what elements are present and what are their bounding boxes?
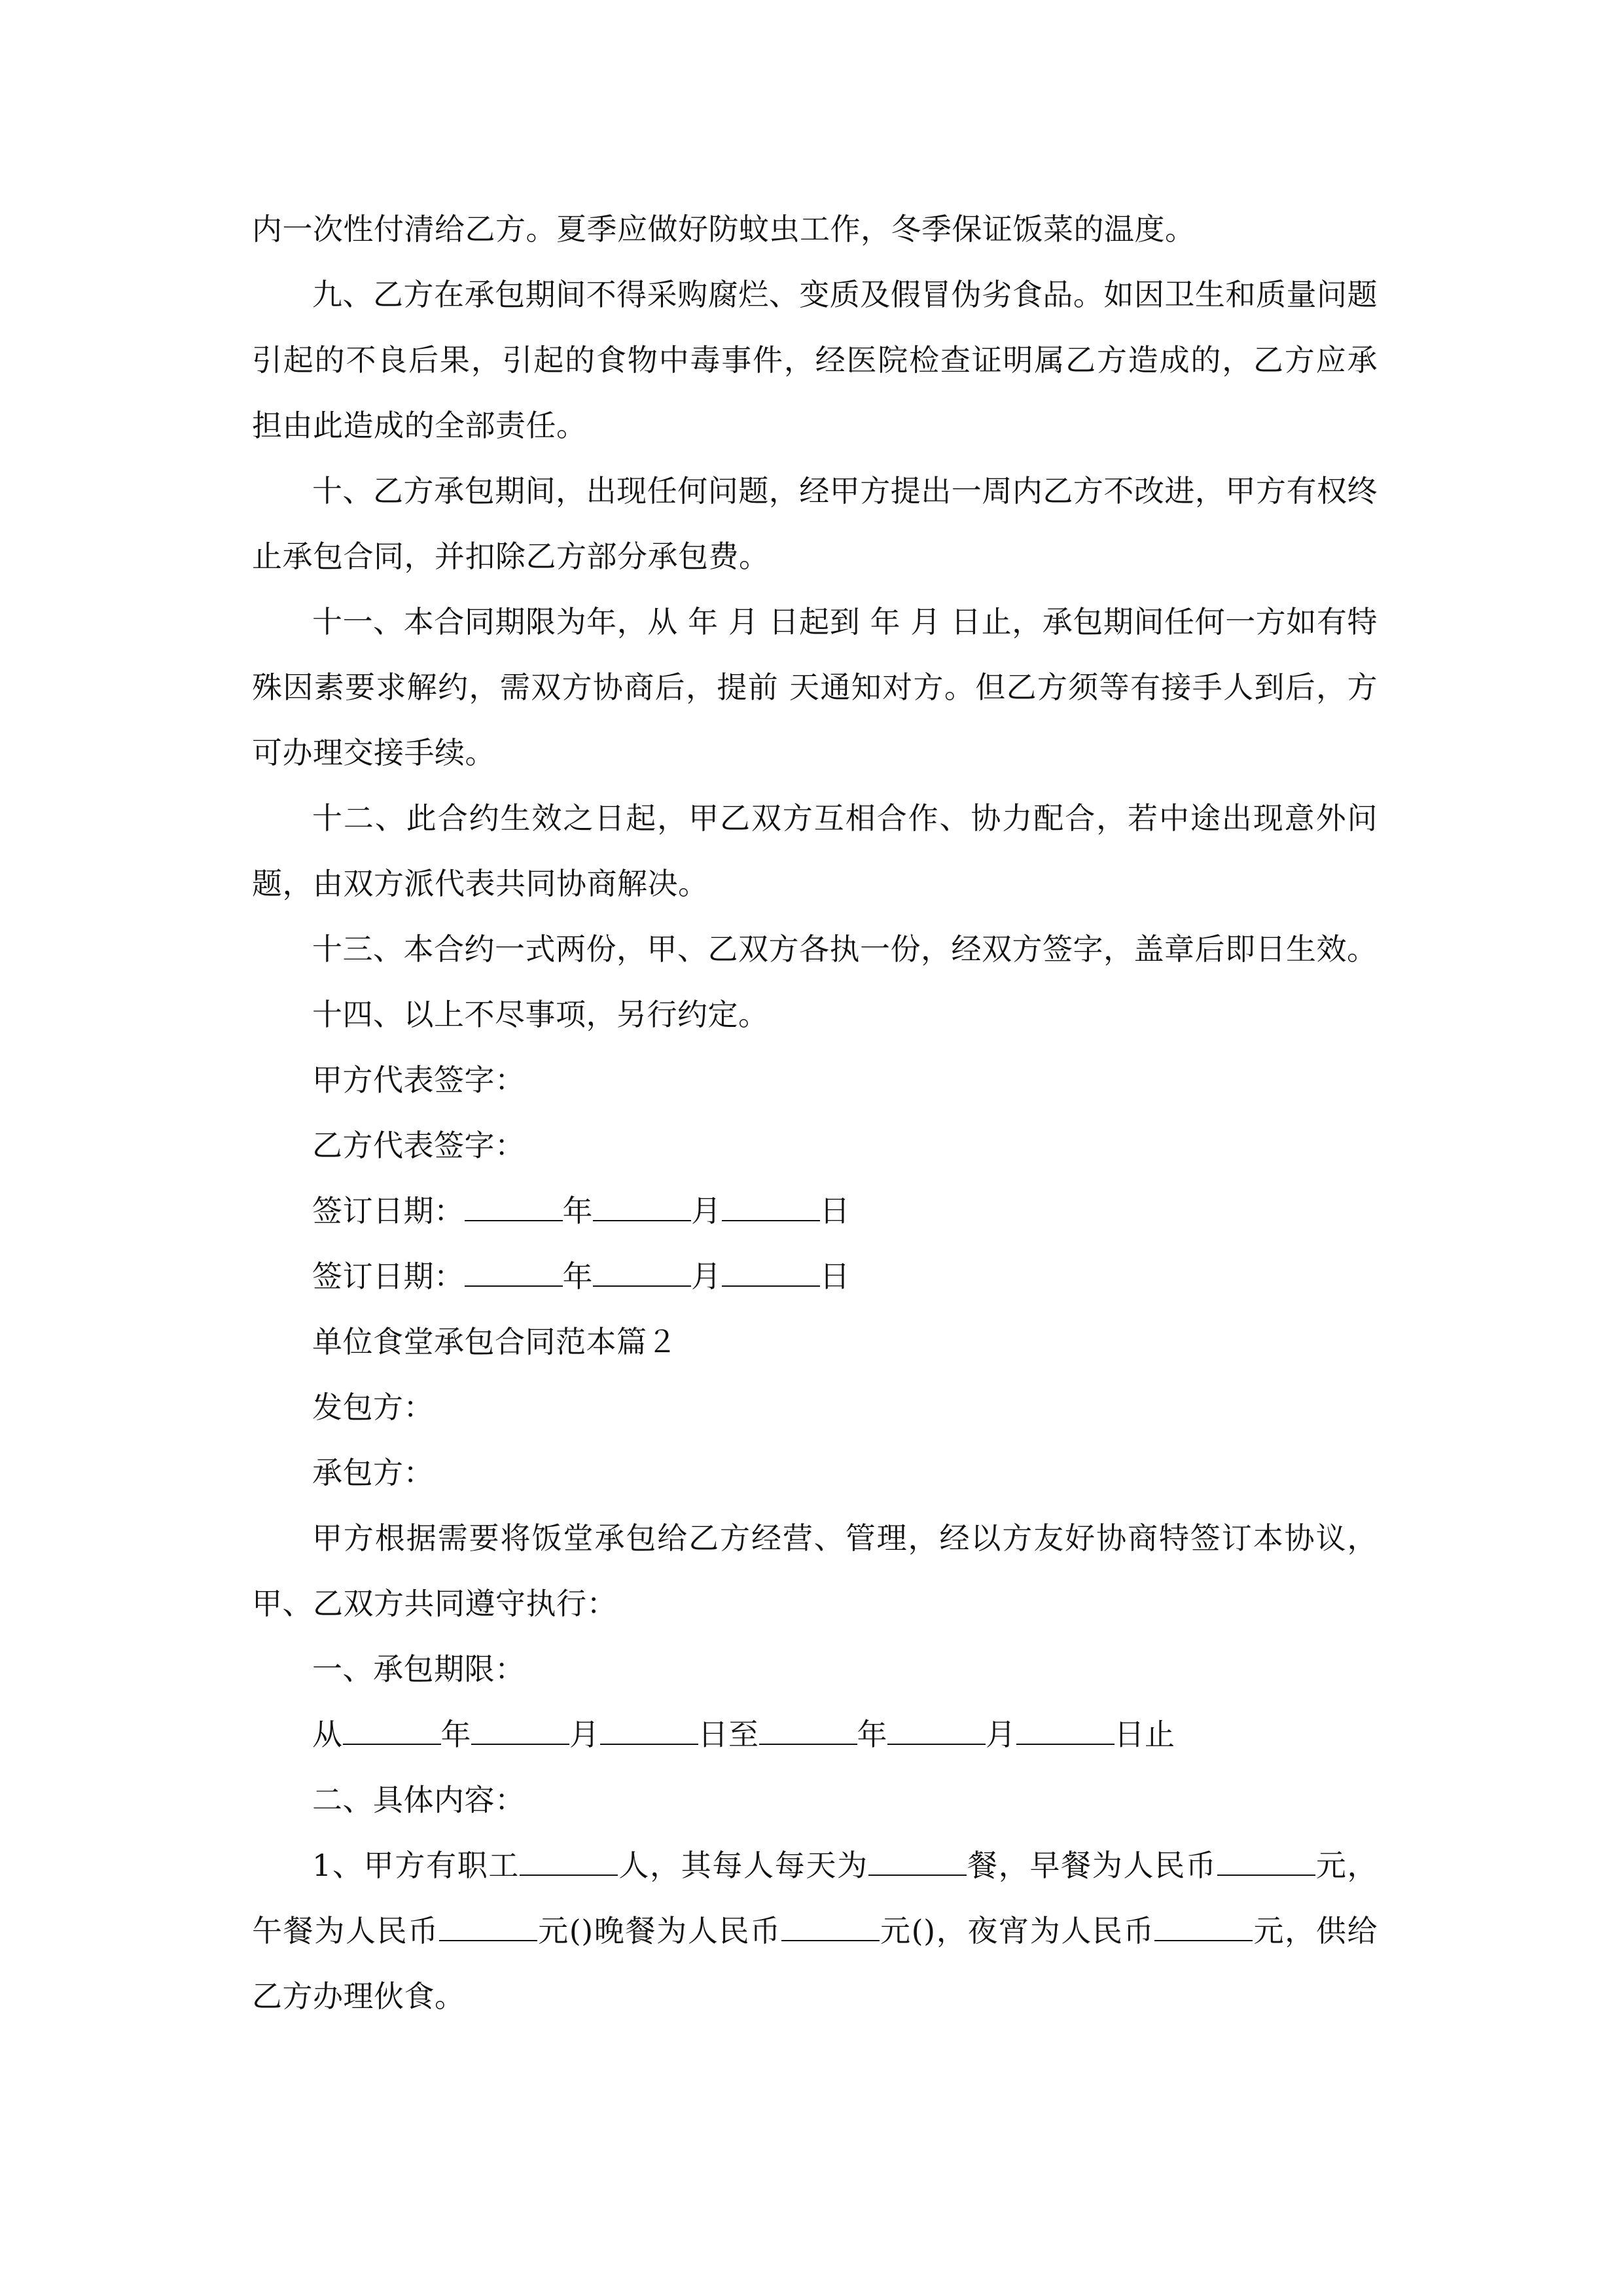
year-label: 年 — [562, 1259, 593, 1294]
month-label: 月 — [569, 1717, 600, 1752]
blank-field — [343, 1715, 441, 1745]
text-segment: 元()晚餐为人民币 — [537, 1913, 781, 1948]
content-clause-1 — [252, 1833, 1378, 2029]
term-from-label: 从 — [312, 1717, 343, 1752]
text-segment: 元，供 — [1253, 1913, 1347, 1948]
text-segment: 午餐为人民币 — [252, 1913, 439, 1948]
blank-field — [722, 1257, 820, 1287]
sign-date-line-1 — [252, 1178, 1378, 1244]
term-line — [252, 1702, 1378, 1767]
text-segment: 元()，夜宵为人民币 — [879, 1913, 1155, 1948]
year-label: 年 — [562, 1193, 593, 1229]
blank-field — [781, 1911, 880, 1941]
term-end-label: 日止 — [1114, 1717, 1175, 1752]
text-segment: 餐，早餐为人民币 — [966, 1848, 1217, 1883]
clause-9: 九、乙方在承包期间不得采购腐烂、变质及假冒伪劣食品。如因卫生和质量问题引起的不良后果，引起的食物中毒事件，经医院检查证明属乙方造成的，乙方应承担由此造成的全部责任。 — [252, 277, 1378, 443]
clause-10: 十、乙方承包期间，出现任何问题，经甲方提出一周内乙方不改进，甲方有权终止承包合同，并扣除乙方部分承包费。 — [252, 473, 1378, 574]
blank-field — [465, 1257, 563, 1287]
clause-11: 十一、本合同期限为年，从 年 月 日起到 年 月 日止，承包期间任何一方如有特殊因素要求解约，需双方协商后，提前 天通知对方。但乙方须等有接手人到后，方可办理交接手续。 — [252, 604, 1378, 770]
month-label: 月 — [986, 1717, 1016, 1752]
blank-field — [465, 1191, 563, 1221]
signature-party-b: 乙方代表签字： — [312, 1128, 526, 1163]
clause-13: 十三、本合约一式两份，甲、乙双方各执一份，经双方签字，盖章后即日生效。 — [312, 931, 1378, 967]
text-segment: 元， — [1315, 1848, 1378, 1883]
clause-12: 十二、此合约生效之日起，甲乙双方互相合作、协力配合，若中途出现意外问题，由双方派代表共同协商解决。 — [252, 800, 1378, 901]
blank-field — [471, 1715, 569, 1745]
blank-field — [1217, 1846, 1315, 1876]
section-title: 单位食堂承包合同范本篇２ — [312, 1324, 677, 1359]
sign-date-label: 签订日期： — [312, 1259, 465, 1294]
blank-field — [759, 1715, 857, 1745]
paragraph-continuation: 内一次性付清给乙方。夏季应做好防蚊虫工作，冬季保证饭菜的温度。 — [252, 211, 1196, 247]
year-label: 年 — [440, 1717, 471, 1752]
contract-intro: 甲方根据需要将饭堂承包给乙方经营、管理，经以方友好协商特签订本协议，甲、乙双方共同遵守执行： — [252, 1520, 1378, 1621]
signature-party-a: 甲方代表签字： — [312, 1062, 526, 1098]
blank-field — [439, 1911, 537, 1941]
text-segment: 给乙方办理伙食。 — [252, 1913, 1378, 2014]
year-label: 年 — [857, 1717, 887, 1752]
month-label: 月 — [691, 1259, 722, 1294]
text-segment: 1、甲方有职工 — [312, 1848, 520, 1883]
blank-field — [887, 1715, 986, 1745]
blank-field — [520, 1846, 618, 1876]
blank-field — [1016, 1715, 1115, 1745]
blank-field — [593, 1257, 691, 1287]
term-to-label: 日至 — [698, 1717, 759, 1752]
blank-field — [593, 1191, 691, 1221]
day-label: 日 — [819, 1193, 850, 1229]
text-segment: 人，其每人每天为 — [618, 1848, 868, 1883]
item-2-title: 二、具体内容： — [312, 1782, 526, 1818]
blank-field — [722, 1191, 820, 1221]
day-label: 日 — [819, 1259, 850, 1294]
clause-14: 十四、以上不尽事项，另行约定。 — [312, 997, 769, 1032]
sign-date-line-2 — [252, 1244, 1378, 1309]
blank-field — [868, 1846, 967, 1876]
contractor-label: 承包方： — [312, 1455, 434, 1490]
blank-field — [600, 1715, 698, 1745]
blank-field — [1154, 1911, 1253, 1941]
item-1-title: 一、承包期限： — [312, 1651, 526, 1687]
month-label: 月 — [691, 1193, 722, 1229]
issuer-label: 发包方： — [312, 1390, 434, 1425]
sign-date-label: 签订日期： — [312, 1193, 465, 1229]
document-body — [252, 196, 1378, 2029]
